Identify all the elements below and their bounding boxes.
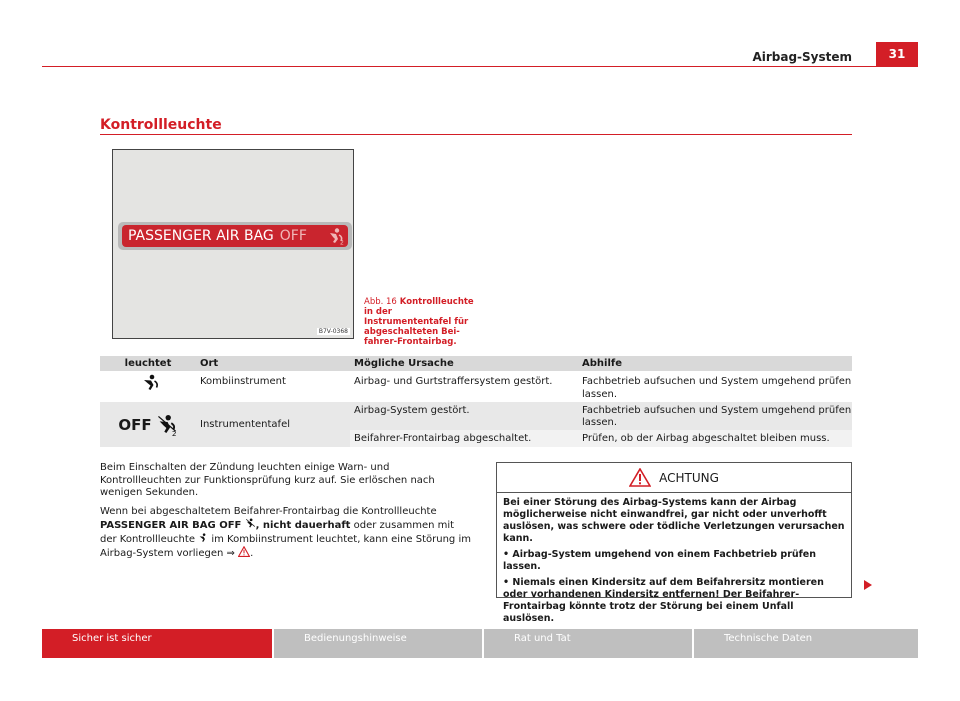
- airbag-person-icon: [141, 374, 159, 392]
- footer-tab-bedienung[interactable]: Bedienungshinweise: [274, 629, 482, 658]
- table-row: [100, 371, 852, 402]
- para2-c: , nicht dauerhaft: [255, 520, 351, 531]
- warning-inline-icon: [238, 546, 250, 557]
- para2-a: Wenn bei abgeschaltetem Beifahrer-Frontairbag die Kontrollleuchte: [100, 505, 437, 517]
- row1-ort: Kombiinstrument: [200, 376, 286, 387]
- passenger-airbag-off-icon: [156, 414, 178, 436]
- warning-bullet-1: • Airbag-System umgehend von einem Fachbetrieb prüfen lassen.: [503, 549, 845, 573]
- footer-tab-sicher[interactable]: Sicher ist sicher: [42, 629, 272, 658]
- page-number: 31: [876, 42, 918, 67]
- table-header: [100, 356, 852, 371]
- footer-tab-rat[interactable]: Rat und Tat: [484, 629, 692, 658]
- row2-ort: Instrumententafel: [196, 402, 350, 447]
- row1-abhilfe: Fachbetrieb aufsuchen und System umgehend prüfen lassen.: [582, 376, 852, 400]
- passenger-airbag-icon: [326, 227, 344, 245]
- footer-tab-technik[interactable]: Technische Daten: [694, 629, 918, 658]
- figure-caption: [364, 297, 474, 347]
- table-row: [100, 402, 852, 447]
- body-text: [100, 462, 472, 567]
- table-row: [350, 402, 852, 430]
- warning-light-table: [100, 356, 852, 447]
- warning-bullet-2: • Niemals einen Kindersitz auf dem Beifahrersitz montieren oder vorhandenen Kindersitz entfernen! Der Beifahrer-Frontairbag könnte trotz der Störung bei einem Unfall auslösen.: [503, 577, 845, 625]
- header-rule: [42, 66, 918, 67]
- header-leuchtet: leuchtet: [124, 358, 172, 369]
- banner-off: OFF: [279, 228, 307, 244]
- warning-intro: Bei einer Störung des Airbag-Systems kann der Airbag möglicherweise nicht einwandfrei, gar nicht oder unverhofft auslösen, was schwere oder tödliche Verletzungen verursachen kann.: [503, 497, 845, 544]
- row1-icon-cell: [100, 371, 196, 402]
- body-paragraph-1: Beim Einschalten der Zündung leuchten einige Warn- und Kontrollleuchten zur Funktionsprüfung kurz auf. Sie erlöschen nach wenigen Sekunden.: [100, 462, 435, 498]
- svg-text:2: 2: [171, 428, 177, 436]
- chapter-title: Airbag-System: [752, 50, 852, 64]
- airbag-inline-icon: [198, 533, 208, 543]
- figure-code: B7V-0368: [318, 328, 348, 335]
- warning-box: [496, 462, 852, 624]
- warning-header: [497, 463, 851, 493]
- table-row: [350, 430, 852, 447]
- figure-banner-light: [122, 225, 348, 247]
- figure: [112, 149, 354, 339]
- para2-e: im Kombiinstrument leuchtet, kann eine Störung im Airbag-System vorliegen ⇒: [100, 533, 471, 559]
- section-rule: [100, 134, 852, 135]
- off-glyph: OFF: [118, 415, 152, 434]
- header-ursache: Mögliche Ursache: [354, 358, 454, 369]
- footer-nav: [42, 629, 918, 658]
- figure-banner: [118, 222, 352, 250]
- row2b-ursache: Beifahrer-Frontairbag abgeschaltet.: [354, 433, 532, 444]
- row2a-ursache: Airbag-System gestört.: [354, 405, 470, 416]
- caption-text: Kontrollleuchte in der Instrumententafel für abgeschalteten Beifahrer-Frontairbag.: [364, 297, 474, 347]
- row1-ursache: Airbag- und Gurtstraffersystem gestört.: [354, 376, 553, 387]
- svg-text:2: 2: [340, 239, 344, 245]
- row2b-abhilfe: Prüfen, ob der Airbag abgeschaltet bleiben muss.: [582, 433, 830, 444]
- body-paragraph-2: [100, 506, 472, 561]
- caption-label: Abb. 16: [364, 297, 397, 307]
- header-abhilfe: Abhilfe: [582, 358, 623, 369]
- row2-icon-cell: [100, 402, 196, 447]
- warning-title: ACHTUNG: [659, 470, 719, 485]
- section-title: Kontrollleuchte: [100, 117, 222, 133]
- warning-triangle-icon: [629, 468, 651, 487]
- passenger-airbag-inline-icon: [245, 518, 256, 529]
- continue-arrow-icon: [864, 580, 872, 590]
- para2-d: oder zusammen mit der Kontrollleuchte: [100, 520, 455, 545]
- row2-right: [350, 402, 852, 447]
- header-ort: Ort: [200, 358, 219, 369]
- banner-text: PASSENGER AIR BAG: [128, 228, 274, 244]
- warning-body: [497, 493, 851, 633]
- para2-f: .: [250, 548, 254, 559]
- row2a-abhilfe: Fachbetrieb aufsuchen und System umgehend prüfen lassen.: [582, 405, 852, 428]
- para2-b: PASSENGER AIR BAG OFF: [100, 520, 242, 531]
